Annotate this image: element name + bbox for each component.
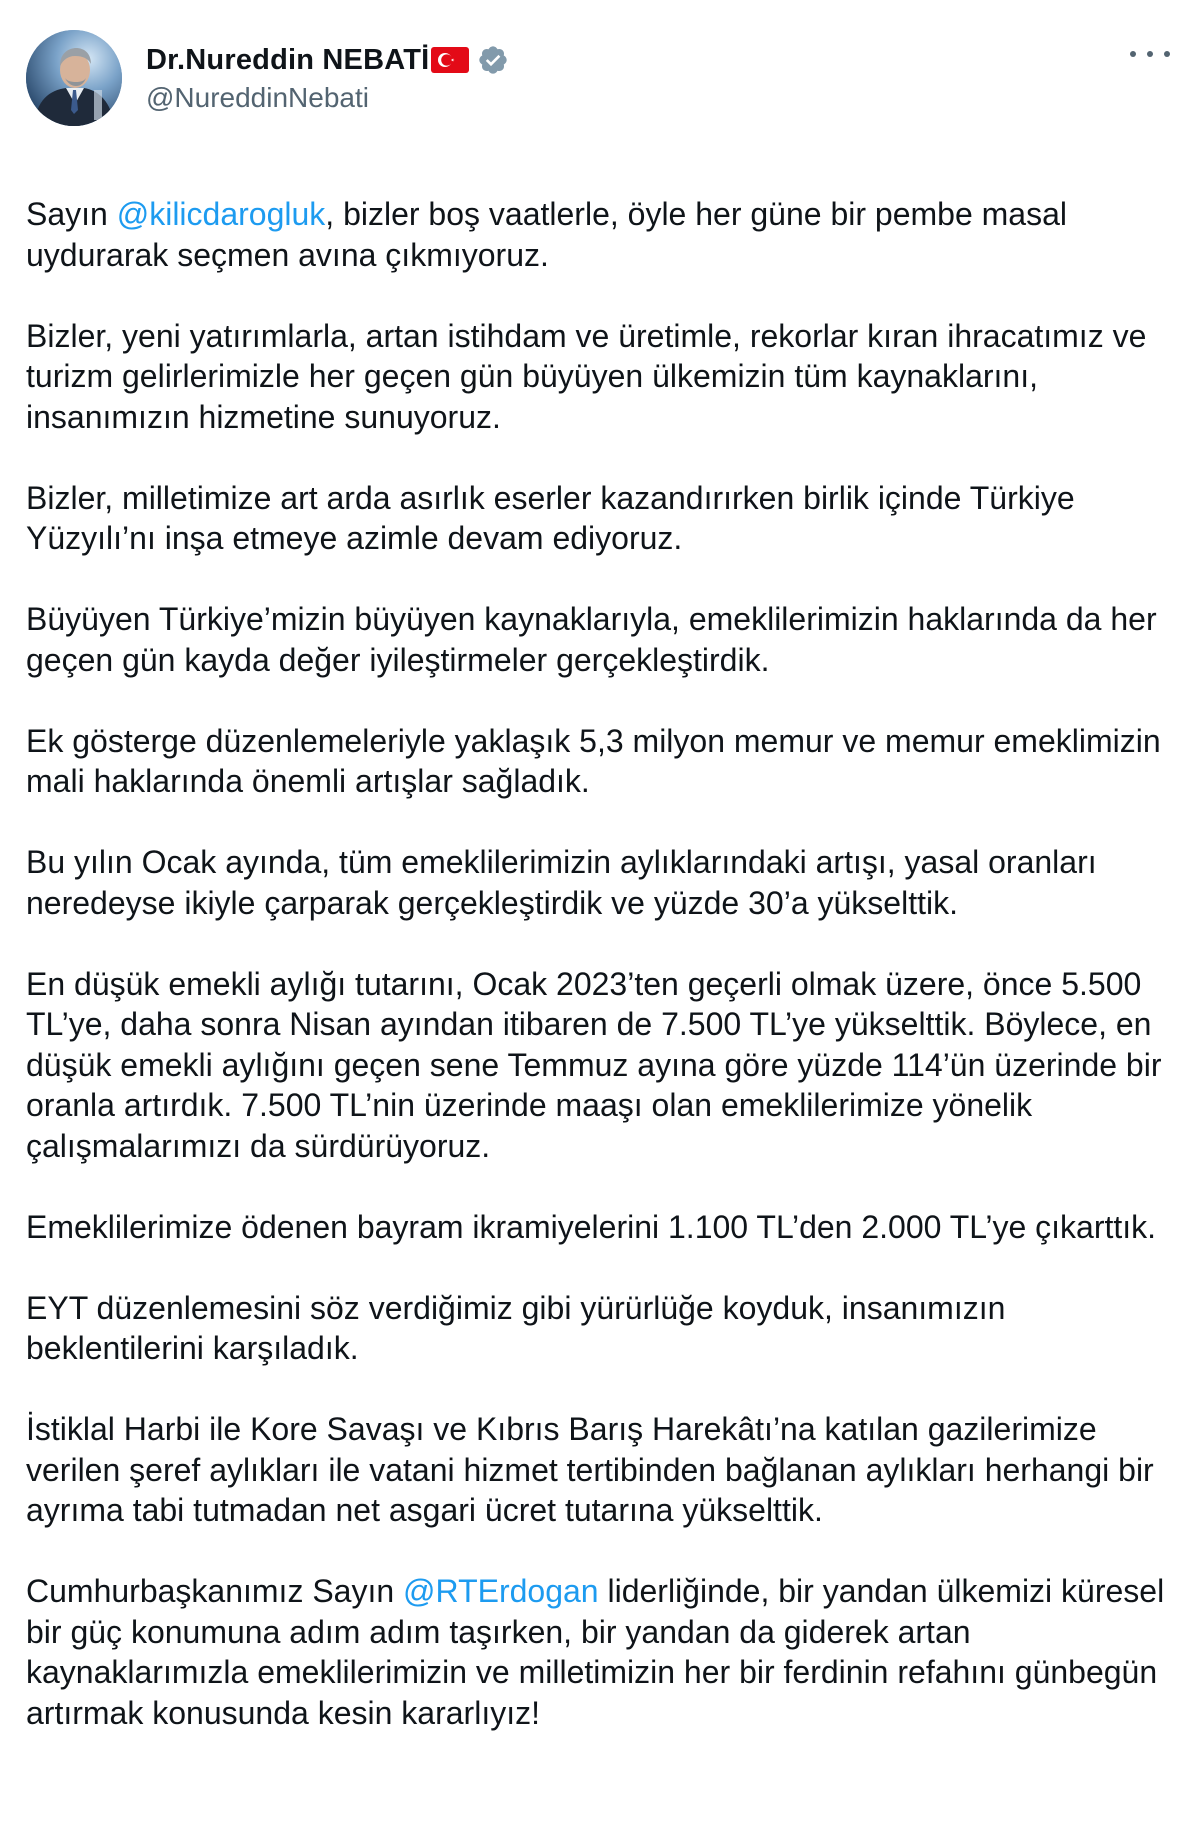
text-segment: Cumhurbaşkanımız Sayın [26, 1573, 404, 1609]
more-options-icon-dot [1164, 51, 1170, 57]
more-options-icon-dot [1147, 51, 1153, 57]
tweet-paragraph-5: Ek gösterge düzenlemeleriyle yaklaşık 5,3 milyon memur ve memur emeklimizin mali haklarında önemli artışlar sağladık. [26, 722, 1161, 799]
tweet-paragraph-8: Emeklilerimize ödenen bayram ikramiyelerini 1.100 TL’den 2.000 TL’ye çıkarttık. [26, 1208, 1157, 1245]
tweet-paragraph-7: En düşük emekli aylığı tutarını, Ocak 2023’ten geçerli olmak üzere, önce 5.500 TL’ye, daha sonra Nisan ayından itibaren de 7.500 TL’ye yükselttik. Böylece, en düşük emekli aylığını geçen sene Temmuz ayına göre yüzde 114’ün üzerinde bir oranla artırdık. 7.500 TL’nin üzerinde maaşı olan emeklilerimize yönelik çalışmalarımızı da sürdürüyoruz. [26, 965, 1162, 1164]
tweet-paragraph-1 [26, 194, 1186, 275]
text-segment: Sayın [26, 196, 117, 232]
text-segment: , bizler boş vaatlerle, öyle her güne bir pembe masal uydurarak seçmen avına çıkmıyoruz. [26, 196, 1067, 273]
tweet-paragraph-9: EYT düzenlemesini söz verdiğimiz gibi yürürlüğe koyduk, insanımızın beklentilerini karşıladık. [26, 1289, 1006, 1366]
more-options-button[interactable] [1130, 42, 1170, 66]
more-options-icon [1130, 51, 1136, 57]
text-segment: liderliğinde, bir yandan ülkemizi küresel bir güç konumuna adım adım taşırken, bir yandan da giderek artan kaynaklarımızla emeklilerimizin ve milletimizin her bir ferdinin refahını günbegün artırmak konusunda kesin kararlıyız! [26, 1573, 1165, 1731]
mention-link-rterdogan[interactable]: @RTErdogan [403, 1573, 599, 1609]
tweet-paragraph-6: Bu yılın Ocak ayında, tüm emeklilerimizin aylıklarındaki artışı, yasal oranları neredeyse ikiyle çarparak gerçekleştirdik ve yüzde 30’a yükselttik. [26, 844, 1097, 921]
tweet-paragraph-3: Bizler, milletimize art arda asırlık eserler kazandırırken birlik içinde Türkiye Yüzyılı’nı inşa etmeye azimle devam ediyoruz. [26, 479, 1075, 556]
display-name[interactable]: Dr.Nureddin NEBATİ [146, 43, 430, 76]
tweet-header [26, 30, 1174, 130]
tweet-text [26, 194, 1186, 1733]
avatar[interactable] [26, 30, 122, 126]
tweet-paragraph-10: İstiklal Harbi ile Kore Savaşı ve Kıbrıs Barış Harekâtı’na katılan gazilerimize verilen şeref aylıkları ile vatani hizmet tertibinden bağlanan aylıkları herhangi bir ayrıma tabi tutmadan net asgari ücret tutarına yükselttik. [26, 1411, 1154, 1528]
display-name-row [146, 40, 509, 80]
handle[interactable]: @NureddinNebati [146, 82, 369, 113]
tweet-paragraph-11 [26, 1571, 1186, 1733]
turkey-flag-icon [431, 47, 469, 73]
tweet-paragraph-4: Büyüyen Türkiye’mizin büyüyen kaynaklarıyla, emeklilerimizin haklarında da her geçen gün kayda değer iyileştirmeler gerçekleştirdik. [26, 601, 1157, 678]
avatar-image [26, 30, 122, 126]
tweet-paragraph-2: Bizler, yeni yatırımlarla, artan istihdam ve üretimle, rekorlar kıran ihracatımız ve turizm gelirlerimizle her geçen gün büyüyen ülkemizin tüm kaynaklarını, insanımızın hizmetine sunuyoruz. [26, 317, 1147, 435]
author-names [146, 40, 509, 114]
mention-link-kilicdarogluk[interactable]: @kilicdarogluk [116, 196, 326, 232]
verified-badge-icon[interactable] [477, 44, 509, 76]
